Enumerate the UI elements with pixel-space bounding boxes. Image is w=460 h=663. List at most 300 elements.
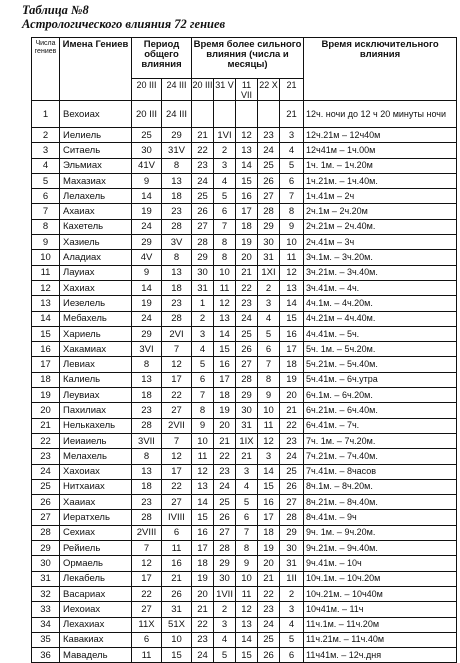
cell-p2: 10 bbox=[162, 632, 192, 647]
cell-p1: 9 bbox=[132, 265, 162, 280]
subheader-cell: 20 III bbox=[132, 79, 162, 101]
cell-exclusive: 10ч.21м. – 10ч40м bbox=[304, 586, 457, 601]
cell-p1: 13 bbox=[132, 372, 162, 387]
cell-p2: 12 bbox=[162, 357, 192, 372]
cell-p2: 6 bbox=[162, 525, 192, 540]
cell-exclusive: 12ч.21м – 12ч40м bbox=[304, 128, 457, 143]
cell-s2: 25 bbox=[214, 495, 236, 510]
cell-s1: 14 bbox=[192, 495, 214, 510]
cell-s2: 27 bbox=[214, 525, 236, 540]
cell-p1: 9 bbox=[132, 173, 162, 188]
subheader-cell: 11 VII bbox=[236, 79, 258, 101]
cell-p1: 28 bbox=[132, 418, 162, 433]
cell-p1: 4V bbox=[132, 250, 162, 265]
subheader-cell: 22 X bbox=[258, 79, 280, 101]
cell-exclusive: 4ч.21м – 4ч.40м. bbox=[304, 311, 457, 326]
cell-s3: 5 bbox=[236, 495, 258, 510]
cell-name: Иератхель bbox=[60, 510, 132, 525]
cell-s1: 30 bbox=[192, 265, 214, 280]
table-row bbox=[32, 556, 457, 571]
cell-s4: 28 bbox=[258, 204, 280, 219]
cell-s5: 12 bbox=[280, 265, 304, 280]
cell-s2: 30 bbox=[214, 571, 236, 586]
cell-p2: 18 bbox=[162, 280, 192, 295]
cell-p1: 3VI bbox=[132, 342, 162, 357]
cell-s1: 21 bbox=[192, 128, 214, 143]
cell-p2: 16 bbox=[162, 556, 192, 571]
cell-p1: 23 bbox=[132, 403, 162, 418]
cell-s2: 2 bbox=[214, 143, 236, 158]
cell-num: 5 bbox=[32, 173, 60, 188]
cell-num: 20 bbox=[32, 403, 60, 418]
cell-p1: 27 bbox=[132, 602, 162, 617]
cell-exclusive: 2ч.1м – 2ч.20м bbox=[304, 204, 457, 219]
cell-p1: 6 bbox=[132, 632, 162, 647]
cell-exclusive: 4ч.41м. – 5ч. bbox=[304, 326, 457, 341]
table-row bbox=[32, 479, 457, 494]
cell-p1: 28 bbox=[132, 510, 162, 525]
cell-exclusive: 9ч.21м. – 9ч.40м. bbox=[304, 541, 457, 556]
cell-s3: 26 bbox=[236, 342, 258, 357]
cell-num: 7 bbox=[32, 204, 60, 219]
cell-p1: 30 bbox=[132, 143, 162, 158]
cell-p2: 12 bbox=[162, 449, 192, 464]
cell-p1: 12 bbox=[132, 556, 162, 571]
cell-p2: 27 bbox=[162, 403, 192, 418]
cell-p1: 18 bbox=[132, 479, 162, 494]
table-row bbox=[32, 128, 457, 143]
cell-s5: 23 bbox=[280, 433, 304, 448]
cell-s2: 15 bbox=[214, 342, 236, 357]
cell-s5: 29 bbox=[280, 525, 304, 540]
cell-s5: 8 bbox=[280, 204, 304, 219]
cell-name: Ормаель bbox=[60, 556, 132, 571]
cell-s2: 6 bbox=[214, 204, 236, 219]
cell-s2: 22 bbox=[214, 449, 236, 464]
cell-p1: 14 bbox=[132, 189, 162, 204]
cell-exclusive: 12ч. ночи до 12 ч 20 минуты ночи bbox=[304, 101, 457, 128]
cell-s3: 16 bbox=[236, 189, 258, 204]
header-period: Период общего влияния bbox=[132, 38, 192, 79]
cell-num: 21 bbox=[32, 418, 60, 433]
cell-s3: 28 bbox=[236, 372, 258, 387]
cell-name: Ситаель bbox=[60, 143, 132, 158]
cell-num: 9 bbox=[32, 235, 60, 250]
cell-s5: 5 bbox=[280, 158, 304, 173]
cell-name: Вехоиах bbox=[60, 101, 132, 128]
cell-p1: 29 bbox=[132, 235, 162, 250]
cell-s3: 8 bbox=[236, 541, 258, 556]
cell-num: 17 bbox=[32, 357, 60, 372]
cell-num: 15 bbox=[32, 326, 60, 341]
cell-s3: 27 bbox=[236, 357, 258, 372]
cell-num: 1 bbox=[32, 101, 60, 128]
table-row bbox=[32, 326, 457, 341]
cell-p2: 26 bbox=[162, 586, 192, 601]
cell-s4: 21 bbox=[258, 571, 280, 586]
cell-s5: 9 bbox=[280, 219, 304, 234]
cell-s5: 24 bbox=[280, 449, 304, 464]
cell-s3: 10 bbox=[236, 571, 258, 586]
cell-s3: 23 bbox=[236, 296, 258, 311]
cell-s1: 6 bbox=[192, 372, 214, 387]
cell-num: 29 bbox=[32, 541, 60, 556]
cell-num: 24 bbox=[32, 464, 60, 479]
cell-name: Мелахель bbox=[60, 449, 132, 464]
cell-s1: 31 bbox=[192, 280, 214, 295]
cell-name: Хахиах bbox=[60, 280, 132, 295]
cell-s5: 14 bbox=[280, 296, 304, 311]
cell-s2: 14 bbox=[214, 326, 236, 341]
cell-s2: 13 bbox=[214, 311, 236, 326]
cell-s4: 11 bbox=[258, 418, 280, 433]
cell-s5: 17 bbox=[280, 342, 304, 357]
cell-s5: 19 bbox=[280, 372, 304, 387]
cell-s2: 3 bbox=[214, 158, 236, 173]
subheader-cell: 20 III bbox=[192, 79, 214, 101]
cell-name: Лауиах bbox=[60, 265, 132, 280]
cell-s4: 23 bbox=[258, 128, 280, 143]
cell-num: 30 bbox=[32, 556, 60, 571]
table-row bbox=[32, 541, 457, 556]
cell-s3: 14 bbox=[236, 158, 258, 173]
table-row bbox=[32, 418, 457, 433]
cell-s5: 26 bbox=[280, 479, 304, 494]
cell-name: Лелахель bbox=[60, 189, 132, 204]
cell-s4: 14 bbox=[258, 464, 280, 479]
cell-num: 35 bbox=[32, 632, 60, 647]
subheader-cell: 21 bbox=[280, 79, 304, 101]
cell-s4: 24 bbox=[258, 143, 280, 158]
cell-exclusive: 7ч.21м. – 7ч.40м. bbox=[304, 449, 457, 464]
cell-exclusive: 3ч.1м. – 3ч.20м. bbox=[304, 250, 457, 265]
cell-num: 27 bbox=[32, 510, 60, 525]
cell-s1: 5 bbox=[192, 357, 214, 372]
cell-s4: 18 bbox=[258, 525, 280, 540]
cell-exclusive: 11ч.21м. – 11ч.40м bbox=[304, 632, 457, 647]
cell-s4: 26 bbox=[258, 173, 280, 188]
cell-num: 36 bbox=[32, 648, 60, 663]
cell-num: 31 bbox=[32, 571, 60, 586]
cell-s3: 17 bbox=[236, 204, 258, 219]
table-row bbox=[32, 311, 457, 326]
cell-s4: 22 bbox=[258, 586, 280, 601]
cell-exclusive: 9ч.41м. – 10ч bbox=[304, 556, 457, 571]
cell-num: 25 bbox=[32, 479, 60, 494]
cell-p2: 28 bbox=[162, 311, 192, 326]
cell-num: 18 bbox=[32, 372, 60, 387]
cell-p1: 2VIII bbox=[132, 525, 162, 540]
table-row bbox=[32, 296, 457, 311]
cell-name: Хааиах bbox=[60, 495, 132, 510]
cell-s3: 12 bbox=[236, 602, 258, 617]
cell-name: Мавадель bbox=[60, 648, 132, 663]
cell-s2: 3 bbox=[214, 617, 236, 632]
cell-s5: 6 bbox=[280, 173, 304, 188]
cell-name: Васариах bbox=[60, 586, 132, 601]
cell-s1: 19 bbox=[192, 571, 214, 586]
cell-s2: 1VII bbox=[214, 586, 236, 601]
cell-s4: 4 bbox=[258, 311, 280, 326]
cell-name: Иелиель bbox=[60, 128, 132, 143]
cell-p2: 15 bbox=[162, 648, 192, 663]
cell-p2: 13 bbox=[162, 173, 192, 188]
table-row bbox=[32, 143, 457, 158]
cell-p1: 22 bbox=[132, 586, 162, 601]
table-row bbox=[32, 250, 457, 265]
cell-s3: 4 bbox=[236, 479, 258, 494]
cell-s5: 21 bbox=[280, 403, 304, 418]
cell-s2: 2 bbox=[214, 602, 236, 617]
cell-s4: 6 bbox=[258, 342, 280, 357]
table-row bbox=[32, 403, 457, 418]
cell-p1: 7 bbox=[132, 541, 162, 556]
table-row bbox=[32, 449, 457, 464]
cell-s2: 4 bbox=[214, 173, 236, 188]
cell-exclusive: 10ч41м. – 11ч bbox=[304, 602, 457, 617]
cell-s3: 31 bbox=[236, 418, 258, 433]
cell-p2: 51X bbox=[162, 617, 192, 632]
cell-num: 28 bbox=[32, 525, 60, 540]
cell-s4: 27 bbox=[258, 189, 280, 204]
cell-s1: 20 bbox=[192, 586, 214, 601]
cell-p2: 2VI bbox=[162, 326, 192, 341]
table-row bbox=[32, 586, 457, 601]
cell-s4: 16 bbox=[258, 495, 280, 510]
cell-exclusive: 12ч41м – 1ч.00м bbox=[304, 143, 457, 158]
cell-s1: 26 bbox=[192, 204, 214, 219]
table-row bbox=[32, 101, 457, 128]
cell-name: Левиах bbox=[60, 357, 132, 372]
cell-p2: 7 bbox=[162, 433, 192, 448]
cell-s1: 17 bbox=[192, 541, 214, 556]
cell-num: 13 bbox=[32, 296, 60, 311]
cell-exclusive: 1ч.21м. – 1ч.40м. bbox=[304, 173, 457, 188]
cell-s5: 3 bbox=[280, 128, 304, 143]
cell-p2: 28 bbox=[162, 219, 192, 234]
cell-name: Лехахиах bbox=[60, 617, 132, 632]
cell-s2: 5 bbox=[214, 189, 236, 204]
cell-s3: 19 bbox=[236, 235, 258, 250]
cell-name: Кахетель bbox=[60, 219, 132, 234]
cell-exclusive: 8ч.41м. – 9ч bbox=[304, 510, 457, 525]
cell-p1: 24 bbox=[132, 311, 162, 326]
cell-p2: 31V bbox=[162, 143, 192, 158]
table-row bbox=[32, 235, 457, 250]
cell-s3: 1IX bbox=[236, 433, 258, 448]
cell-name: Лекабель bbox=[60, 571, 132, 586]
cell-s3: 9 bbox=[236, 556, 258, 571]
cell-s1: 22 bbox=[192, 143, 214, 158]
cell-s5: 20 bbox=[280, 388, 304, 403]
cell-exclusive: 4ч.1м. – 4ч.20м. bbox=[304, 296, 457, 311]
cell-s2: 18 bbox=[214, 388, 236, 403]
cell-s4: 3 bbox=[258, 296, 280, 311]
cell-s1: 10 bbox=[192, 433, 214, 448]
cell-exclusive: 2ч.21м – 2ч.40м. bbox=[304, 219, 457, 234]
cell-s3: 12 bbox=[236, 128, 258, 143]
table-row bbox=[32, 342, 457, 357]
cell-s4: 10 bbox=[258, 403, 280, 418]
cell-p1: 18 bbox=[132, 388, 162, 403]
table-row bbox=[32, 617, 457, 632]
cell-s5: 22 bbox=[280, 418, 304, 433]
cell-s5: 7 bbox=[280, 189, 304, 204]
cell-s1: 8 bbox=[192, 403, 214, 418]
cell-s2: 26 bbox=[214, 510, 236, 525]
cell-s1: 4 bbox=[192, 342, 214, 357]
cell-p2: 17 bbox=[162, 372, 192, 387]
cell-num: 33 bbox=[32, 602, 60, 617]
cell-name: Хазиель bbox=[60, 235, 132, 250]
cell-name: Рейиель bbox=[60, 541, 132, 556]
cell-s2: 19 bbox=[214, 403, 236, 418]
table-row bbox=[32, 189, 457, 204]
cell-p2: 8 bbox=[162, 158, 192, 173]
cell-p2: 22 bbox=[162, 479, 192, 494]
cell-s1: 23 bbox=[192, 632, 214, 647]
cell-s2: 10 bbox=[214, 265, 236, 280]
header-exclusive: Время исключительного влияния bbox=[304, 38, 457, 101]
cell-s3: 18 bbox=[236, 219, 258, 234]
cell-p2: 13 bbox=[162, 265, 192, 280]
cell-s1: 25 bbox=[192, 189, 214, 204]
cell-num: 19 bbox=[32, 388, 60, 403]
cell-num: 14 bbox=[32, 311, 60, 326]
cell-s4: 1XI bbox=[258, 265, 280, 280]
cell-s3: 6 bbox=[236, 510, 258, 525]
cell-s1: 23 bbox=[192, 158, 214, 173]
cell-name: Махазиах bbox=[60, 173, 132, 188]
table-row bbox=[32, 372, 457, 387]
cell-p2: 22 bbox=[162, 388, 192, 403]
cell-p2: 23 bbox=[162, 296, 192, 311]
cell-name: Эльмиах bbox=[60, 158, 132, 173]
cell-exclusive: 6ч.21м. – 6ч.40м. bbox=[304, 403, 457, 418]
cell-s4: 12 bbox=[258, 433, 280, 448]
cell-s1: 15 bbox=[192, 510, 214, 525]
cell-name: Нитхаиах bbox=[60, 479, 132, 494]
cell-s5: 6 bbox=[280, 648, 304, 663]
cell-name: Иехоиах bbox=[60, 602, 132, 617]
cell-s4: 26 bbox=[258, 648, 280, 663]
table-row bbox=[32, 525, 457, 540]
cell-s3: 24 bbox=[236, 311, 258, 326]
cell-exclusive: 6ч.1м. – 6ч.20м. bbox=[304, 388, 457, 403]
cell-num: 6 bbox=[32, 189, 60, 204]
cell-s5: 15 bbox=[280, 311, 304, 326]
table-row bbox=[32, 648, 457, 663]
cell-s5: 21 bbox=[280, 101, 304, 128]
table-row bbox=[32, 173, 457, 188]
cell-p2: 24 III bbox=[162, 101, 192, 128]
cell-p1: 11 bbox=[132, 648, 162, 663]
cell-s1: 18 bbox=[192, 556, 214, 571]
cell-s2: 11 bbox=[214, 280, 236, 295]
cell-s4: 17 bbox=[258, 510, 280, 525]
table-row bbox=[32, 632, 457, 647]
cell-p1: 25 bbox=[132, 128, 162, 143]
cell-exclusive: 9ч. 1м. – 9ч.20м. bbox=[304, 525, 457, 540]
cell-s3: 13 bbox=[236, 143, 258, 158]
cell-exclusive: 11ч.1м. – 11ч.20м bbox=[304, 617, 457, 632]
cell-exclusive: 8ч.21м. – 8ч.40м. bbox=[304, 495, 457, 510]
cell-s4 bbox=[258, 101, 280, 128]
cell-p1: 19 bbox=[132, 296, 162, 311]
cell-p1: 14 bbox=[132, 280, 162, 295]
cell-s4: 15 bbox=[258, 479, 280, 494]
cell-s5: 18 bbox=[280, 357, 304, 372]
cell-s3: 30 bbox=[236, 403, 258, 418]
cell-s2: 8 bbox=[214, 250, 236, 265]
header-num: Числа гениев bbox=[32, 38, 60, 101]
cell-s3: 29 bbox=[236, 388, 258, 403]
cell-s4: 31 bbox=[258, 250, 280, 265]
cell-name: Нелькахель bbox=[60, 418, 132, 433]
cell-s5: 31 bbox=[280, 556, 304, 571]
cell-s5: 25 bbox=[280, 464, 304, 479]
cell-num: 11 bbox=[32, 265, 60, 280]
cell-exclusive: 1ч.41м – 2ч bbox=[304, 189, 457, 204]
cell-name: Хариель bbox=[60, 326, 132, 341]
cell-s1: 22 bbox=[192, 617, 214, 632]
cell-p2: 23 bbox=[162, 204, 192, 219]
cell-s2 bbox=[214, 101, 236, 128]
cell-num: 4 bbox=[32, 158, 60, 173]
cell-p1: 17 bbox=[132, 571, 162, 586]
cell-name: Хахоиах bbox=[60, 464, 132, 479]
cell-s1: 29 bbox=[192, 250, 214, 265]
cell-s2: 1VI bbox=[214, 128, 236, 143]
cell-num: 23 bbox=[32, 449, 60, 464]
cell-s4: 8 bbox=[258, 372, 280, 387]
cell-s3: 22 bbox=[236, 280, 258, 295]
table-row bbox=[32, 280, 457, 295]
cell-p1: 13 bbox=[132, 464, 162, 479]
cell-num: 22 bbox=[32, 433, 60, 448]
cell-s2: 12 bbox=[214, 296, 236, 311]
cell-s3: 20 bbox=[236, 250, 258, 265]
cell-p2: 7 bbox=[162, 342, 192, 357]
cell-s5: 3 bbox=[280, 602, 304, 617]
cell-exclusive: 7ч.41м. – 8часов bbox=[304, 464, 457, 479]
cell-s4: 3 bbox=[258, 449, 280, 464]
cell-num: 16 bbox=[32, 342, 60, 357]
cell-s1: 7 bbox=[192, 388, 214, 403]
cell-p1: 11X bbox=[132, 617, 162, 632]
cell-exclusive: 10ч.1м. – 10ч.20м bbox=[304, 571, 457, 586]
cell-s1: 1 bbox=[192, 296, 214, 311]
cell-s1: 27 bbox=[192, 219, 214, 234]
cell-s2: 7 bbox=[214, 219, 236, 234]
cell-p2: 31 bbox=[162, 602, 192, 617]
cell-s4: 20 bbox=[258, 556, 280, 571]
cell-num: 3 bbox=[32, 143, 60, 158]
cell-exclusive: 6ч.41м. – 7ч. bbox=[304, 418, 457, 433]
table-row bbox=[32, 357, 457, 372]
cell-p2: 3V bbox=[162, 235, 192, 250]
cell-s3: 11 bbox=[236, 586, 258, 601]
cell-s2: 21 bbox=[214, 433, 236, 448]
cell-s1: 2 bbox=[192, 311, 214, 326]
table-row bbox=[32, 433, 457, 448]
cell-name: Калиель bbox=[60, 372, 132, 387]
header-name: Имена Гениев bbox=[60, 38, 132, 101]
cell-s5: 30 bbox=[280, 541, 304, 556]
cell-name: Сехиах bbox=[60, 525, 132, 540]
cell-s4: 9 bbox=[258, 388, 280, 403]
cell-s5: 10 bbox=[280, 235, 304, 250]
